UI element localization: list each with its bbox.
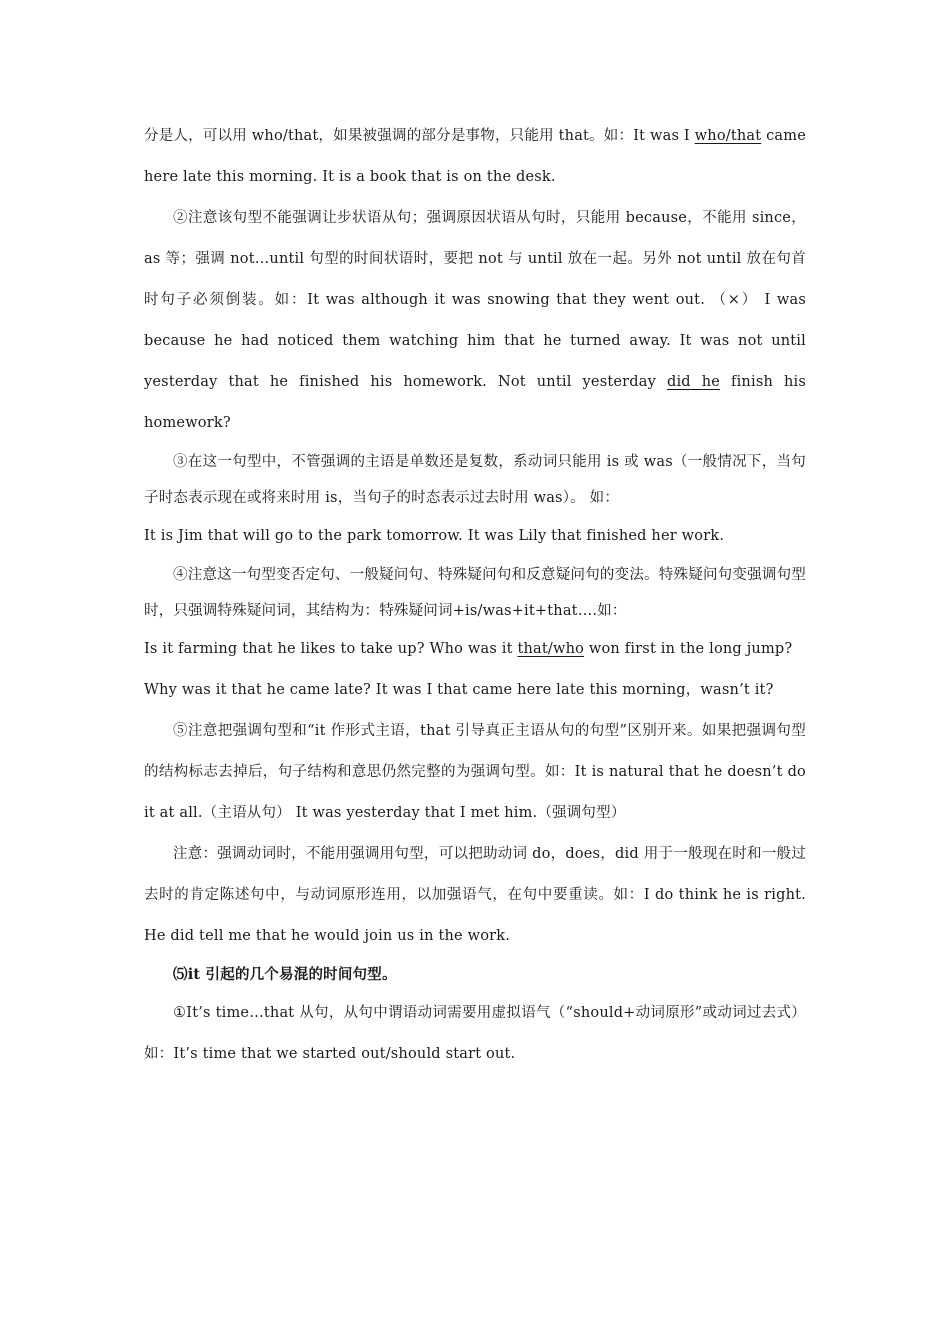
paragraph-verb-emphasis-note: 注意：强调动词时，不能用强调用句型，可以把助动词 do，does，did 用于一般现在时和一般过去时的肯定陈述句中，与动词原形连用，以加强语气，在句中要重读。如：I do think he is right. He did tell me that he would join us in the work. [144, 846, 806, 944]
text-span: finish his homework? [144, 374, 806, 431]
paragraph-emphasis-person-thing [144, 116, 806, 198]
paragraph-note-3: ③在这一句型中，不管强调的主语是单数还是复数，系动词只能用 is 或 was（一般情况下，当句子时态表示现在或将来时用 is，当句子的时态表示过去时用 was）。 如： [144, 454, 806, 506]
section-heading: ⑸it 引起的几个易混的时间句型。 [173, 966, 397, 983]
paragraph-note-3-examples: It is Jim that will go to the park tomorrow. It was Lily that finished her work. [144, 528, 725, 544]
document-body [144, 116, 806, 1075]
text-span: 分是人，可以用 who/that，如果被强调的部分是事物，只能用 that。如：It was I [144, 128, 695, 144]
underlined-text: did he [666, 374, 721, 390]
text-span: came here late this morning. It is a book that is on the desk. [144, 128, 806, 185]
underlined-text: that/who [517, 641, 585, 657]
underlined-text: who/that [694, 128, 762, 144]
paragraph-note-5: ⑤注意把强调句型和“it 作形式主语，that 引导真正主语从句的句型”区别开来。如果把强调句型的结构标志去掉后，句子结构和意思仍然完整的为强调句型。如：It is natural that he doesn’t do it at all.（主语从句） It was yesterday that I met him.（强调句型） [144, 723, 806, 821]
text-span: won first in the long jump? [584, 641, 793, 657]
paragraph-note-4: ④注意这一句型变否定句、一般疑问句、特殊疑问句和反意疑问句的变法。特殊疑问句变强调句型时，只强调特殊疑问词，其结构为：特殊疑问词+is/was+it+that….如： [144, 567, 806, 619]
paragraph-its-time: ①It’s time…that 从句，从句中谓语动词需要用虚拟语气（“should+动词原形”或动词过去式）如：It’s time that we started out/should start out. [144, 1005, 806, 1062]
text-span: ②注意该句型不能强调让步状语从句；强调原因状语从句时，只能用 because，不能用 since，as 等；强调 not…until 句型的时间状语时，要把 not 与 until 放在一起。另外 not until 放在句首时句子必须倒装。如：It was although it was snowing that they went out. （×） I was because he had noticed them watching him that he turned away. It was not until yesterday that he finished his homework. Not until yesterday [144, 210, 806, 390]
paragraph-note-2 [144, 198, 806, 444]
paragraph-note-4-example-2: Why was it that he came late? It was I that came here late this morning，wasn’t it? [144, 682, 774, 698]
text-span: Is it farming that he likes to take up? Who was it [144, 641, 518, 657]
paragraph-note-4-example-1 [144, 629, 806, 670]
